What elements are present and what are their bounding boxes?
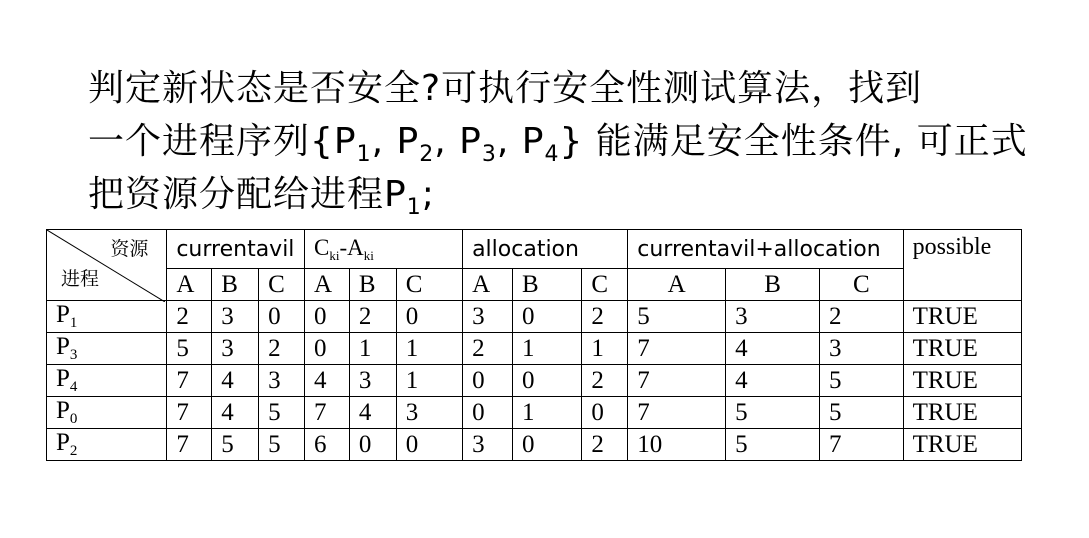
- table-cell: 4: [349, 397, 396, 429]
- table-cell: 5: [259, 397, 305, 429]
- table-cell: 0: [463, 397, 513, 429]
- table-cell: 4: [726, 365, 820, 397]
- table-row: [47, 397, 1022, 429]
- table-cell: 2: [819, 301, 903, 333]
- group-header-sum: [628, 230, 903, 269]
- subheader-cell: B: [212, 269, 259, 301]
- possible-cell: TRUE: [903, 365, 1021, 397]
- table-cell: 2: [582, 301, 628, 333]
- process-subscript: 3: [69, 347, 78, 363]
- process-cell: [47, 301, 167, 333]
- process-subscript: 0: [69, 411, 78, 427]
- subheader-cell: A: [305, 269, 350, 301]
- table-cell: 5: [259, 429, 305, 461]
- table-cell: 0: [396, 301, 462, 333]
- process-letter: P: [56, 397, 70, 424]
- process-subscript: 1: [69, 315, 78, 331]
- table-cell: 5: [628, 301, 726, 333]
- group-header-text: allocation: [472, 236, 579, 262]
- corner-label-resource: 资源: [110, 238, 149, 260]
- subscript: 4: [544, 142, 560, 167]
- process-letter: P: [56, 429, 70, 456]
- subscript: 2: [419, 142, 435, 167]
- process-letter: P: [56, 365, 70, 392]
- group-header-text: currentavil: [176, 236, 295, 262]
- group-header-c: C: [314, 234, 330, 260]
- table-cell: 1: [582, 333, 628, 365]
- table-cell: 0: [305, 301, 350, 333]
- table-cell: 3: [726, 301, 820, 333]
- subheader-cell: A: [628, 269, 726, 301]
- paragraph-line-2: [88, 115, 1048, 168]
- table-cell: 2: [349, 301, 396, 333]
- group-header-dash-a: -A: [339, 234, 364, 260]
- group-header-possible: [903, 230, 1021, 301]
- header-row-subcolumns: [47, 269, 1022, 301]
- table-cell: 2: [167, 301, 212, 333]
- table-cell: 3: [212, 301, 259, 333]
- subheader-cell: C: [819, 269, 903, 301]
- table-cell: 3: [819, 333, 903, 365]
- table-cell: 1: [513, 397, 582, 429]
- table-row: [47, 365, 1022, 397]
- possible-cell: TRUE: [903, 333, 1021, 365]
- paragraph-line-3-suffix: ;: [421, 174, 435, 215]
- table-cell: 3: [212, 333, 259, 365]
- table-cell: 0: [463, 365, 513, 397]
- table-cell: 10: [628, 429, 726, 461]
- paragraph-line-2-prefix: 一个进程序列{P: [88, 121, 357, 162]
- group-header-allocation: [463, 230, 628, 269]
- table-cell: 5: [819, 397, 903, 429]
- table-cell: 1: [513, 333, 582, 365]
- process-cell: [47, 365, 167, 397]
- table-cell: 5: [212, 429, 259, 461]
- subheader-cell: C: [259, 269, 305, 301]
- resource-table: [46, 229, 1022, 461]
- subheader-cell: B: [513, 269, 582, 301]
- corner-header-cell: [47, 230, 167, 301]
- subheader-cell: B: [726, 269, 820, 301]
- subheader-cell: C: [396, 269, 462, 301]
- table-cell: 2: [582, 365, 628, 397]
- table-cell: 4: [212, 365, 259, 397]
- table-body: [47, 230, 1022, 461]
- table-cell: 3: [463, 429, 513, 461]
- table-cell: 2: [582, 429, 628, 461]
- table-cell: 7: [628, 397, 726, 429]
- paragraph-line-1-text: 判定新状态是否安全?可执行安全性测试算法，找到: [88, 68, 923, 109]
- table-cell: 7: [167, 365, 212, 397]
- group-header-sub-ki: ki: [363, 247, 374, 263]
- table-cell: 3: [396, 397, 462, 429]
- table-cell: 0: [513, 365, 582, 397]
- table-cell: 1: [349, 333, 396, 365]
- subscript: 3: [481, 142, 497, 167]
- paragraph-line-1: [88, 62, 1048, 115]
- table-cell: 7: [628, 365, 726, 397]
- table-cell: 0: [259, 301, 305, 333]
- subscript: 1: [406, 195, 422, 220]
- process-letter: P: [56, 333, 70, 360]
- table-row: [47, 429, 1022, 461]
- separator: , P: [434, 121, 482, 162]
- group-header-sub-ki: ki: [329, 247, 340, 263]
- table-cell: 4: [305, 365, 350, 397]
- group-header-currentavil: [167, 230, 305, 269]
- table-cell: 0: [396, 429, 462, 461]
- table-row: [47, 333, 1022, 365]
- paragraph-line-3-prefix: 把资源分配给进程P: [88, 174, 407, 215]
- table-cell: 2: [259, 333, 305, 365]
- table-cell: 0: [513, 301, 582, 333]
- table-cell: 4: [212, 397, 259, 429]
- separator: , P: [496, 121, 545, 162]
- table-cell: 5: [819, 365, 903, 397]
- table-cell: 6: [305, 429, 350, 461]
- table-cell: 0: [349, 429, 396, 461]
- table-cell: 4: [726, 333, 820, 365]
- process-letter: P: [56, 301, 70, 328]
- table-cell: 1: [396, 365, 462, 397]
- group-header-text: possible: [912, 234, 992, 260]
- table-cell: 5: [726, 397, 820, 429]
- table-cell: 1: [396, 333, 462, 365]
- paragraph-line-3: [88, 168, 1048, 221]
- process-cell: [47, 429, 167, 461]
- table-cell: 0: [513, 429, 582, 461]
- process-subscript: 2: [69, 443, 78, 459]
- table-cell: 7: [628, 333, 726, 365]
- table-cell: 0: [305, 333, 350, 365]
- header-row-groups: [47, 230, 1022, 269]
- separator: , P: [371, 121, 420, 162]
- possible-cell: TRUE: [903, 301, 1021, 333]
- table-cell: 5: [167, 333, 212, 365]
- table-cell: 5: [726, 429, 820, 461]
- table-cell: 3: [259, 365, 305, 397]
- table-cell: 3: [463, 301, 513, 333]
- process-subscript: 4: [69, 379, 78, 395]
- table-cell: 7: [305, 397, 350, 429]
- subscript: 1: [356, 142, 372, 167]
- subheader-cell: B: [349, 269, 396, 301]
- process-cell: [47, 397, 167, 429]
- subheader-cell: A: [167, 269, 212, 301]
- subheader-cell: A: [463, 269, 513, 301]
- subheader-cell: C: [582, 269, 628, 301]
- group-header-need: [305, 230, 463, 269]
- table-cell: 7: [819, 429, 903, 461]
- possible-cell: TRUE: [903, 397, 1021, 429]
- table-cell: 7: [167, 397, 212, 429]
- table-cell: 2: [463, 333, 513, 365]
- corner-label-process: 进程: [61, 268, 100, 290]
- process-cell: [47, 333, 167, 365]
- table-cell: 0: [582, 397, 628, 429]
- table-row: [47, 301, 1022, 333]
- table-cell: 3: [349, 365, 396, 397]
- paragraph-line-2-suffix: } 能满足安全性条件, 可正式: [559, 121, 1028, 162]
- group-header-text: currentavil+allocation: [637, 236, 881, 262]
- description-paragraph: [88, 62, 1048, 221]
- possible-cell: TRUE: [903, 429, 1021, 461]
- table-cell: 7: [167, 429, 212, 461]
